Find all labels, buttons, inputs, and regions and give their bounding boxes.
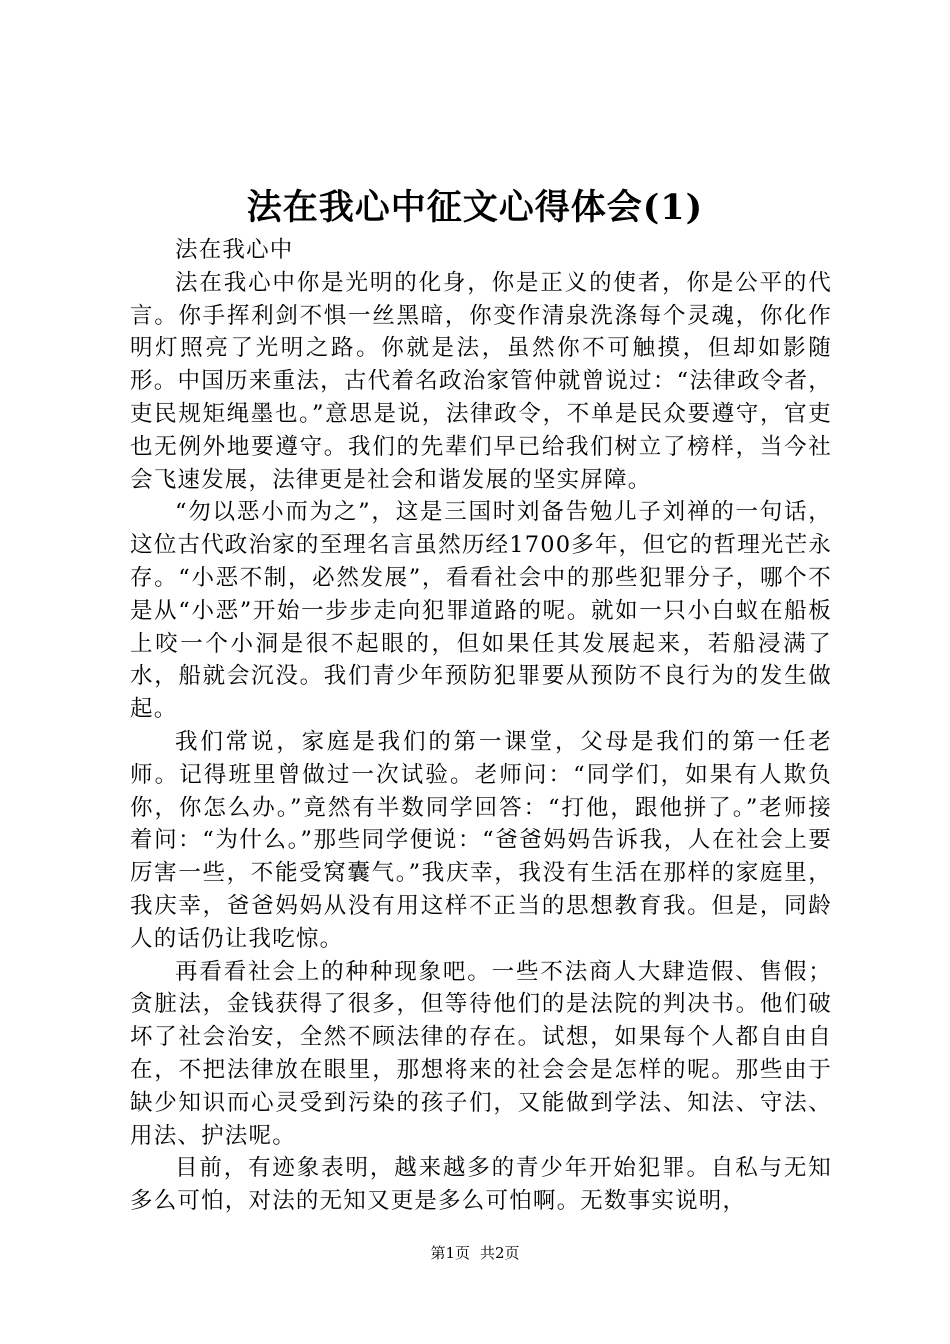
- paragraph-4: 再看看社会上的种种现象吧。一些不法商人大肆造假、售假；贪脏法，金钱获得了很多，但等待他们的是法院的判决书。他们破坏了社会治安，全然不顾法律的存在。试想，如果每个人都自由自在，不把法律放在眼里，那想将来的社会会是怎样的呢。那些由于缺少知识而心灵受到污染的孩子们，又能做到学法、知法、守法、用法、护法呢。: [130, 958, 832, 1149]
- page-total: 共2页: [480, 1244, 520, 1262]
- page-footer: [0, 1243, 950, 1263]
- document-title: 法在我心中征文心得体会(1): [246, 187, 704, 228]
- paragraph-5: 目前，有迹象表明，越来越多的青少年开始犯罪。自私与无知多么可怕，对法的无知又更是多么可怕啊。无数事实说明，: [130, 1155, 832, 1215]
- paragraph-3: 我们常说，家庭是我们的第一课堂，父母是我们的第一任老师。记得班里曾做过一次试验。老师问：“同学们，如果有人欺负你，你怎么办。”竟然有半数同学回答：“打他，跟他拼了。”老师接着问：“为什么。”那些同学便说：“爸爸妈妈告诉我，人在社会上要厉害一些，不能受窝囊气。”我庆幸，我没有生活在那样的家庭里，我庆幸，爸爸妈妈从没有用这样不正当的思想教育我。但是，同龄人的话仍让我吃惊。: [130, 728, 832, 952]
- page-number: 第1页: [430, 1244, 470, 1262]
- paragraph-1: 法在我心中你是光明的化身，你是正义的使者，你是公平的代言。你手挥利剑不惧一丝黑暗，你变作清泉洗涤每个灵魂，你化作明灯照亮了光明之路。你就是法，虽然你不可触摸，但却如影随形。中国历来重法，古代着名政治家管仲就曾说过：“法律政令者，吏民规矩绳墨也。”意思是说，法律政令，不单是民众要遵守，官吏也无例外地要遵守。我们的先辈们早已给我们树立了榜样，当今社会飞速发展，法律更是社会和谐发展的坚实屏障。: [130, 269, 832, 493]
- document-body: [130, 234, 832, 1218]
- document-subtitle: 法在我心中: [175, 237, 294, 263]
- paragraph-2: “勿以恶小而为之”，这是三国时刘备告勉儿子刘禅的一句话，这位古代政治家的至理名言虽然历经1700多年，但它的哲理光芒永存。“小恶不制，必然发展”，看看社会中的那些犯罪分子，哪个不是从“小恶”开始一步步走向犯罪道路的呢。就如一只小白蚁在船板上咬一个小洞是很不起眼的，但如果任其发展起来，若船浸满了水，船就会沉没。我们青少年预防犯罪要从预防不良行为的发生做起。: [130, 499, 832, 723]
